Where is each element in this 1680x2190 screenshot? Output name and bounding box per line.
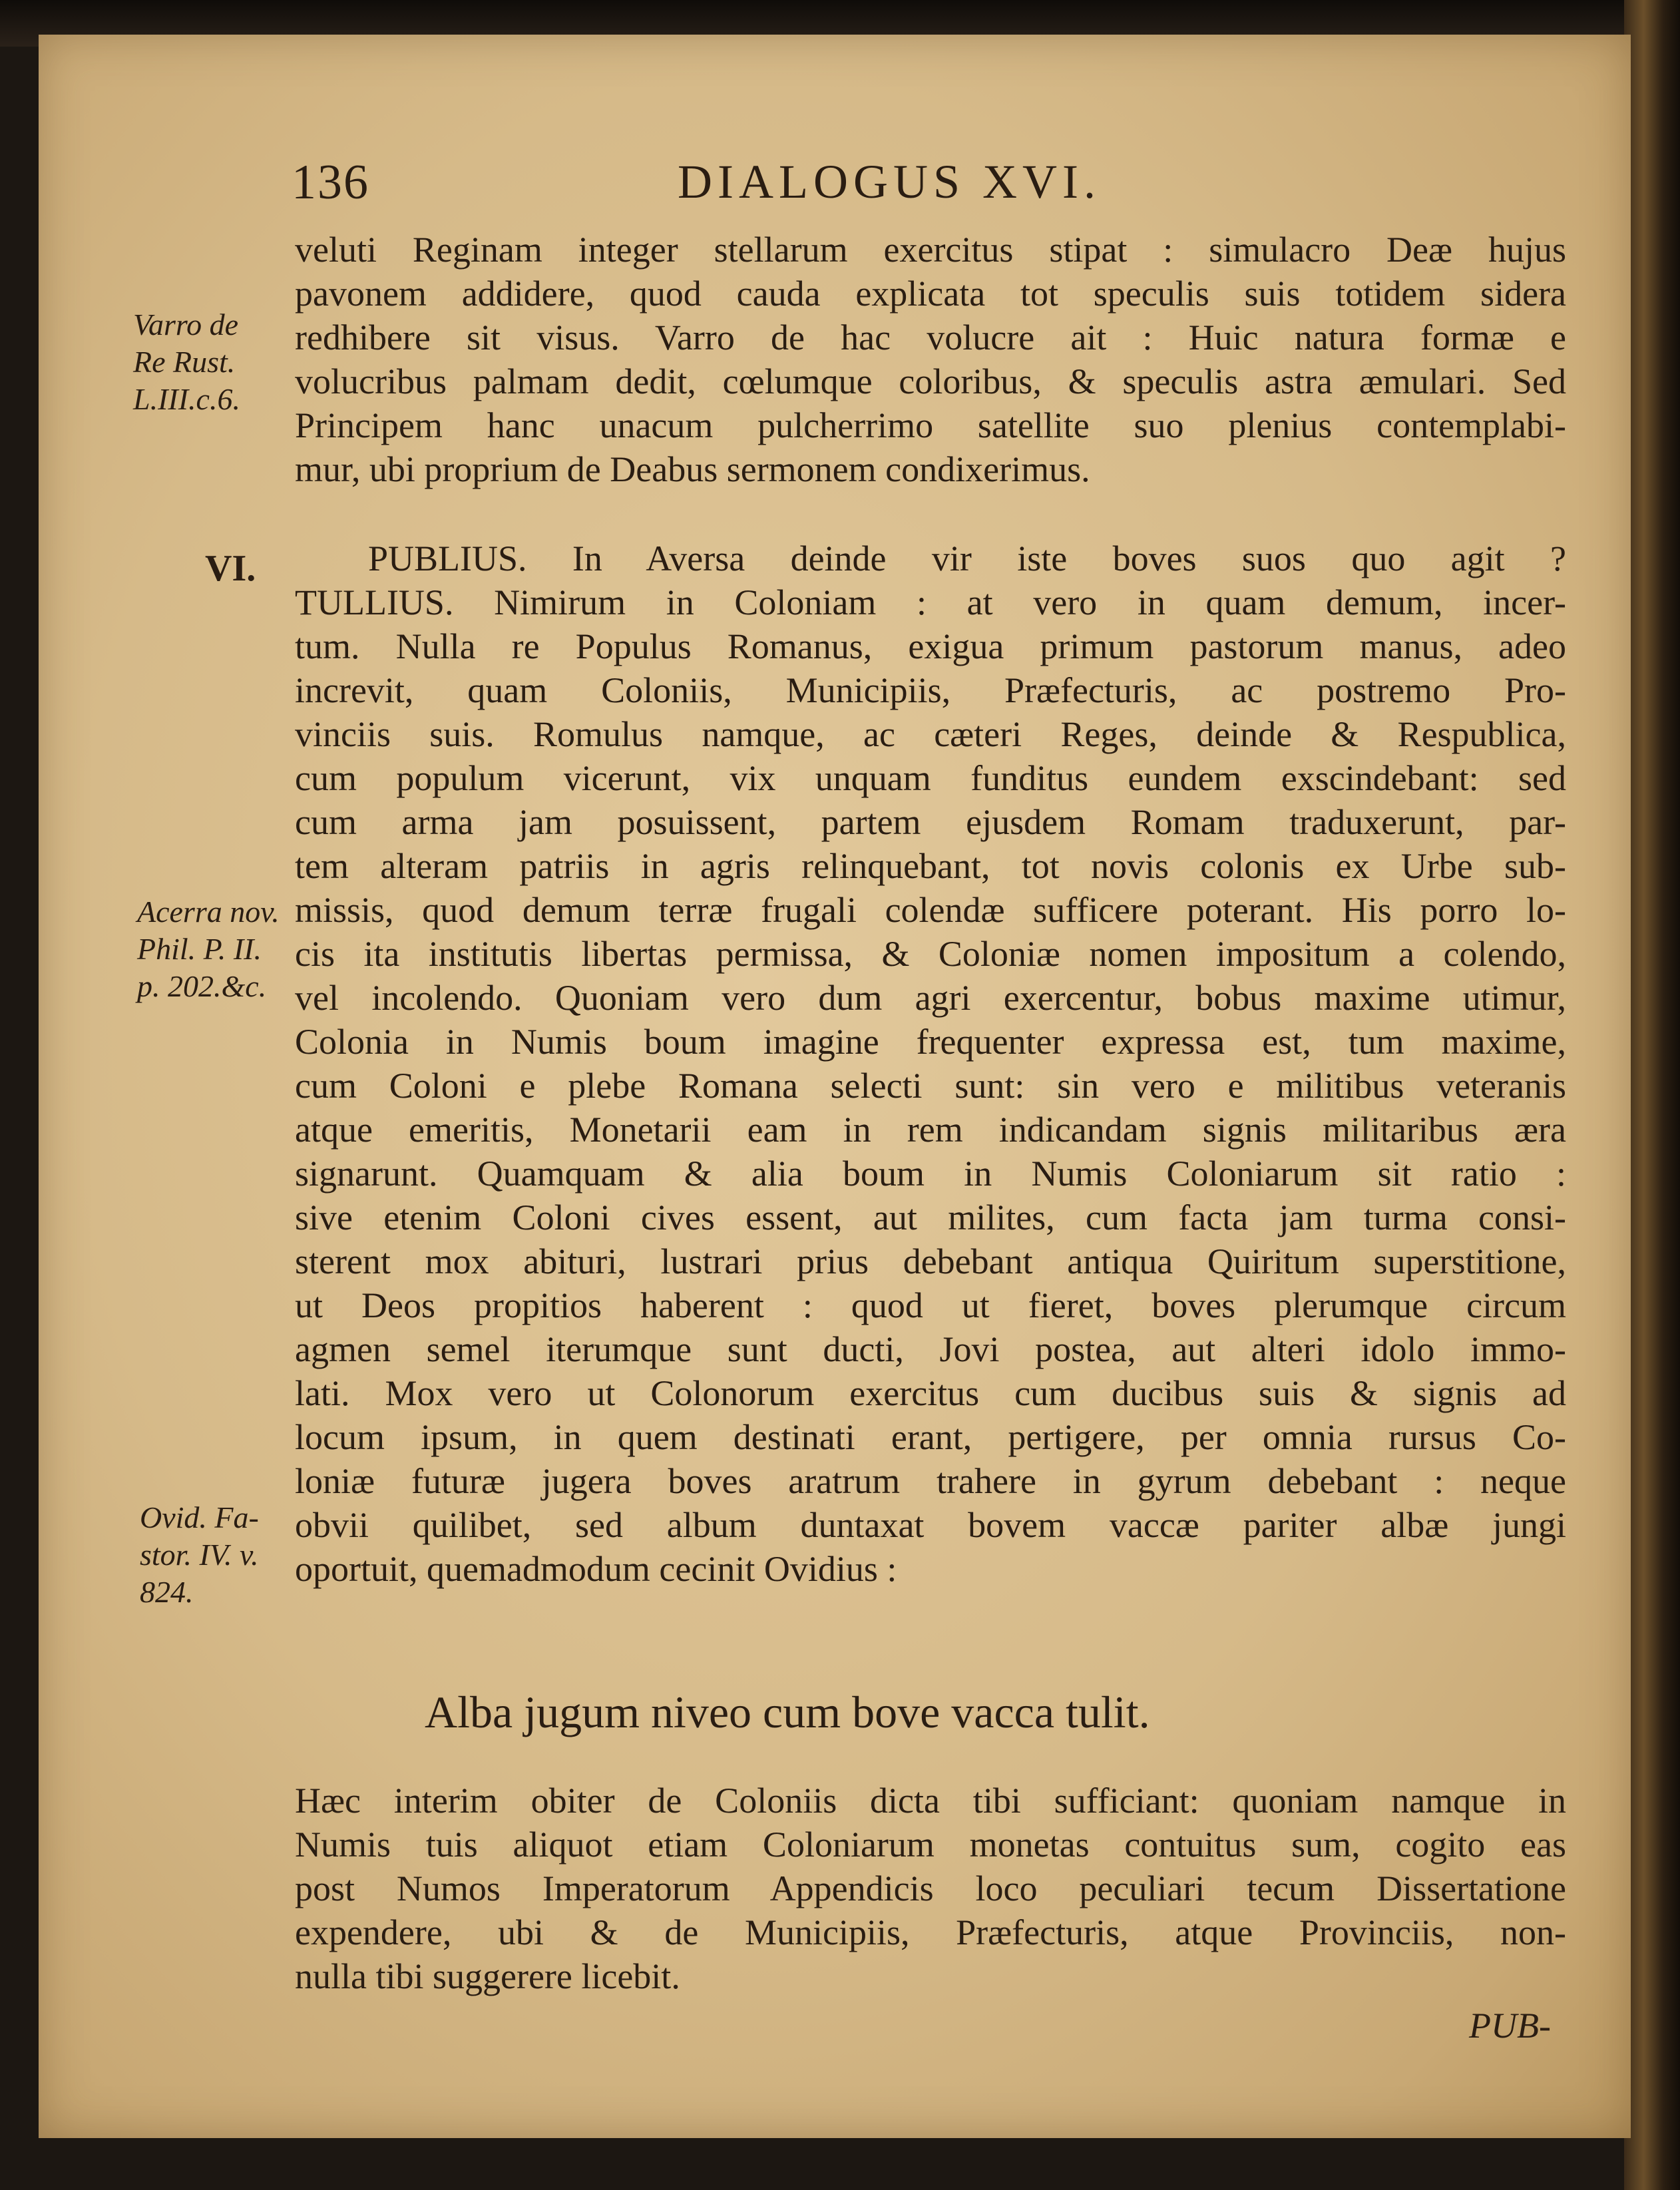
text-line: atque emeritis, Monetarii eam in rem indicandam signis militaribus æra	[295, 1110, 1566, 1150]
page-number: 136	[292, 155, 369, 210]
text-line: increvit, quam Coloniis, Municipiis, Præfecturis, ac postremo Pro-	[295, 670, 1566, 710]
text-line: expendere, ubi & de Municipiis, Præfecturis, atque Provinciis, non-	[295, 1912, 1566, 1952]
margin-note-line: Phil. P. II.	[137, 932, 262, 966]
margin-note-line: 824.	[140, 1575, 194, 1609]
margin-note-line: L.III.c.6.	[133, 382, 240, 416]
text-line: vinciis suis. Romulus namque, ac cæteri Reges, deinde & Respublica,	[295, 714, 1566, 754]
margin-note-line: Ovid. Fa-	[140, 1500, 259, 1534]
text-line: lati. Mox vero ut Colonorum exercitus cum ducibus suis & signis ad	[295, 1373, 1566, 1413]
page-header	[39, 154, 1631, 228]
verse-quotation: Alba jugum niveo cum bove vacca tulit.	[425, 1687, 1150, 1737]
text-line: cum arma jam posuissent, partem ejusdem Romam traduxerunt, par-	[295, 802, 1566, 842]
text-line: vel incolendo. Quoniam vero dum agri exercentur, bobus maxime utimur,	[295, 978, 1566, 1018]
margin-note-line: p. 202.&c.	[137, 969, 267, 1003]
text-line: veluti Reginam integer stellarum exercitus stipat : simulacro Deæ hujus	[295, 230, 1566, 270]
text-line: Principem hanc unacum pulcherrimo satellite suo plenius contemplabi-	[295, 405, 1566, 445]
text-line: signarunt. Quamquam & alia boum in Numis Coloniarum sit ratio :	[295, 1154, 1566, 1194]
section-number: VI.	[205, 548, 256, 589]
running-head: DIALOGUS XVI.	[678, 155, 1101, 208]
margin-note-line: Varro de	[133, 308, 239, 341]
text-line-speaker-tullius: TULLIUS. Nimirum in Coloniam : at vero in quam demum, incer-	[295, 582, 1566, 622]
text-line: nulla tibi suggerere licebit.	[295, 1956, 680, 1996]
book-spine	[1624, 0, 1680, 2190]
text-line: mur, ubi proprium de Deabus sermonem condixerimus.	[295, 449, 1090, 489]
margin-note-ovid	[140, 1499, 259, 1611]
paragraph-2	[295, 537, 1566, 1591]
text-line: sive etenim Coloni cives essent, aut milites, cum facta jam turma consi-	[295, 1198, 1566, 1237]
margin-note-line: stor. IV. v.	[140, 1538, 259, 1572]
text-line: Hæc interim obiter de Coloniis dicta tibi sufficiant: quoniam namque in	[295, 1781, 1566, 1821]
text-line: cum populum vicerunt, vix unquam funditus eundem exscindebant: sed	[295, 758, 1566, 798]
text-line: obvii quilibet, sed album duntaxat bovem vaccæ pariter albæ jungi	[295, 1505, 1566, 1545]
paragraph-1	[295, 228, 1566, 491]
margin-note-acerra	[137, 893, 280, 1005]
text-line: loniæ futuræ jugera boves aratrum trahere in gyrum debebant : neque	[295, 1461, 1566, 1501]
text-line: volucribus palmam dedit, cœlumque coloribus, & speculis astra æmulari. Sed	[295, 361, 1566, 401]
book-page	[39, 35, 1631, 2138]
text-line: Numis tuis aliquot etiam Coloniarum monetas contuitus sum, cogito eas	[295, 1825, 1566, 1864]
margin-note-line: Acerra nov.	[137, 895, 280, 929]
catchword: PUB-	[1469, 2006, 1551, 2046]
text-line: Colonia in Numis boum imagine frequenter expressa est, tum maxime,	[295, 1022, 1566, 1062]
text-line: ut Deos propitios haberent : quod ut fieret, boves plerumque circum	[295, 1285, 1566, 1325]
text-line: post Numos Imperatorum Appendicis loco peculiari tecum Dissertatione	[295, 1868, 1566, 1908]
paragraph-3	[295, 1779, 1566, 1998]
text-line: cum Coloni e plebe Romana selecti sunt: sin vero e militibus veteranis	[295, 1066, 1566, 1106]
text-line: sterent mox abituri, lustrari prius debebant antiqua Quiritum superstitione,	[295, 1241, 1566, 1281]
text-line: locum ipsum, in quem destinati erant, pertigere, per omnia rursus Co-	[295, 1417, 1566, 1457]
text-line: oportuit, quemadmodum cecinit Ovidius :	[295, 1549, 897, 1589]
margin-note-varro	[133, 306, 240, 418]
text-line: agmen semel iterumque sunt ducti, Jovi postea, aut alteri idolo immo-	[295, 1329, 1566, 1369]
margin-note-line: Re Rust.	[133, 345, 236, 379]
text-line: pavonem addidere, quod cauda explicata tot speculis suis totidem sidera	[295, 274, 1566, 314]
text-line-speaker-publius: PUBLIUS. In Aversa deinde vir iste boves suos quo agit ?	[368, 539, 1566, 578]
text-line: missis, quod demum terræ frugali colendæ sufficere poterant. His porro lo-	[295, 890, 1566, 930]
text-line: redhibere sit visus. Varro de hac volucre ait : Huic natura formæ e	[295, 318, 1566, 357]
text-line: cis ita institutis libertas permissa, & Coloniæ nomen impositum a colendo,	[295, 934, 1566, 974]
text-line: tem alteram patriis in agris relinquebant, tot novis colonis ex Urbe sub-	[295, 846, 1566, 886]
text-line: tum. Nulla re Populus Romanus, exigua primum pastorum manus, adeo	[295, 626, 1566, 666]
